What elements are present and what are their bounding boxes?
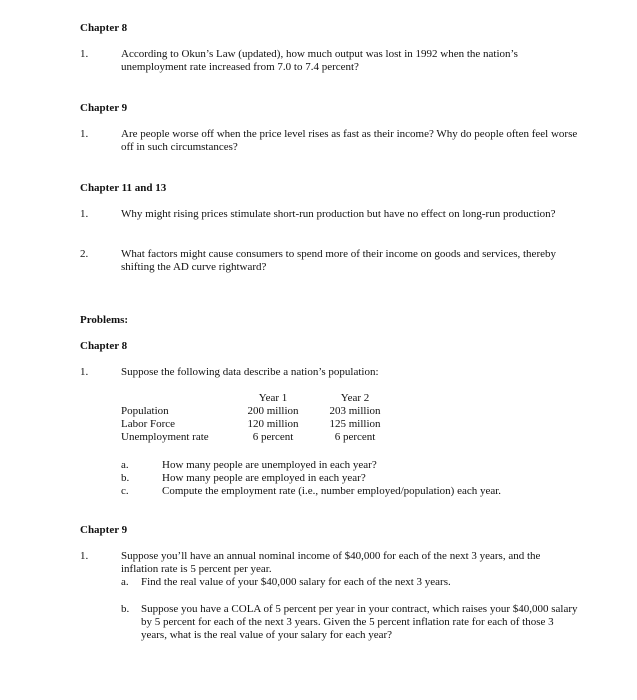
table-cell: 200 million [247, 405, 299, 417]
subitem-text: Compute the employment rate (i.e., number employed/population) each year. [162, 485, 502, 497]
problems-heading: Problems: [80, 314, 129, 326]
question-number: 1. [80, 208, 89, 220]
table-cell: 203 million [329, 405, 381, 417]
subitem-letter: c. [121, 485, 129, 497]
table-cell: 125 million [329, 418, 381, 430]
table-row-label: Labor Force [121, 418, 176, 430]
problem-number: 1. [80, 550, 89, 562]
subitem-letter: b. [121, 472, 130, 484]
problems-chapter-8-heading: Chapter 8 [80, 340, 128, 352]
table-cell: 6 percent [334, 431, 376, 443]
subitem-text: Suppose you have a COLA of 5 percent per year in your contract, which raises your $40,000 salary by 5 percent for each of the next 3 years. Given the 5 percent inflation rate for each of those 3 years, what is the real value of your salary for each year? [141, 603, 578, 641]
problem-text: Suppose you’ll have an annual nominal income of $40,000 for each of the next 3 years, and the inflation rate is 5 percent per year. [121, 550, 541, 575]
question-number: 1. [80, 128, 89, 140]
subitem-text: Find the real value of your $40,000 salary for each of the next 3 years. [141, 576, 451, 588]
chapter-9-heading: Chapter 9 [80, 102, 128, 114]
subitem-letter: a. [121, 576, 129, 588]
question-text: Are people worse off when the price level rises as fast as their income? Why do people often feel worse off in such circumstances? [121, 128, 578, 153]
question-text: According to Okun’s Law (updated), how much output was lost in 1992 when the nation’s unemployment rate increased from 7.0 to 7.4 percent? [121, 48, 518, 73]
question-number: 2. [80, 248, 89, 260]
table-header-year-2: Year 2 [340, 392, 370, 404]
table-cell: 120 million [247, 418, 299, 430]
table-cell: 6 percent [252, 431, 294, 443]
table-row-label: Unemployment rate [121, 431, 209, 443]
table-row-label: Population [121, 405, 169, 417]
problem-number: 1. [80, 366, 89, 378]
chapter-11-13-heading: Chapter 11 and 13 [80, 182, 167, 194]
question-text: Why might rising prices stimulate short-run production but have no effect on long-run production? [121, 208, 556, 220]
problems-chapter-9-heading: Chapter 9 [80, 524, 128, 536]
question-text: What factors might cause consumers to spend more of their income on goods and services, thereby shifting the AD curve rightward? [121, 248, 556, 273]
table-header-year-1: Year 1 [258, 392, 288, 404]
subitem-text: How many people are unemployed in each year? [162, 459, 377, 471]
subitem-letter: a. [121, 459, 129, 471]
problem-text: Suppose the following data describe a nation’s population: [121, 366, 379, 378]
subitem-letter: b. [121, 603, 130, 615]
question-number: 1. [80, 48, 89, 60]
subitem-text: How many people are employed in each year? [162, 472, 366, 484]
chapter-8-heading: Chapter 8 [80, 22, 128, 34]
